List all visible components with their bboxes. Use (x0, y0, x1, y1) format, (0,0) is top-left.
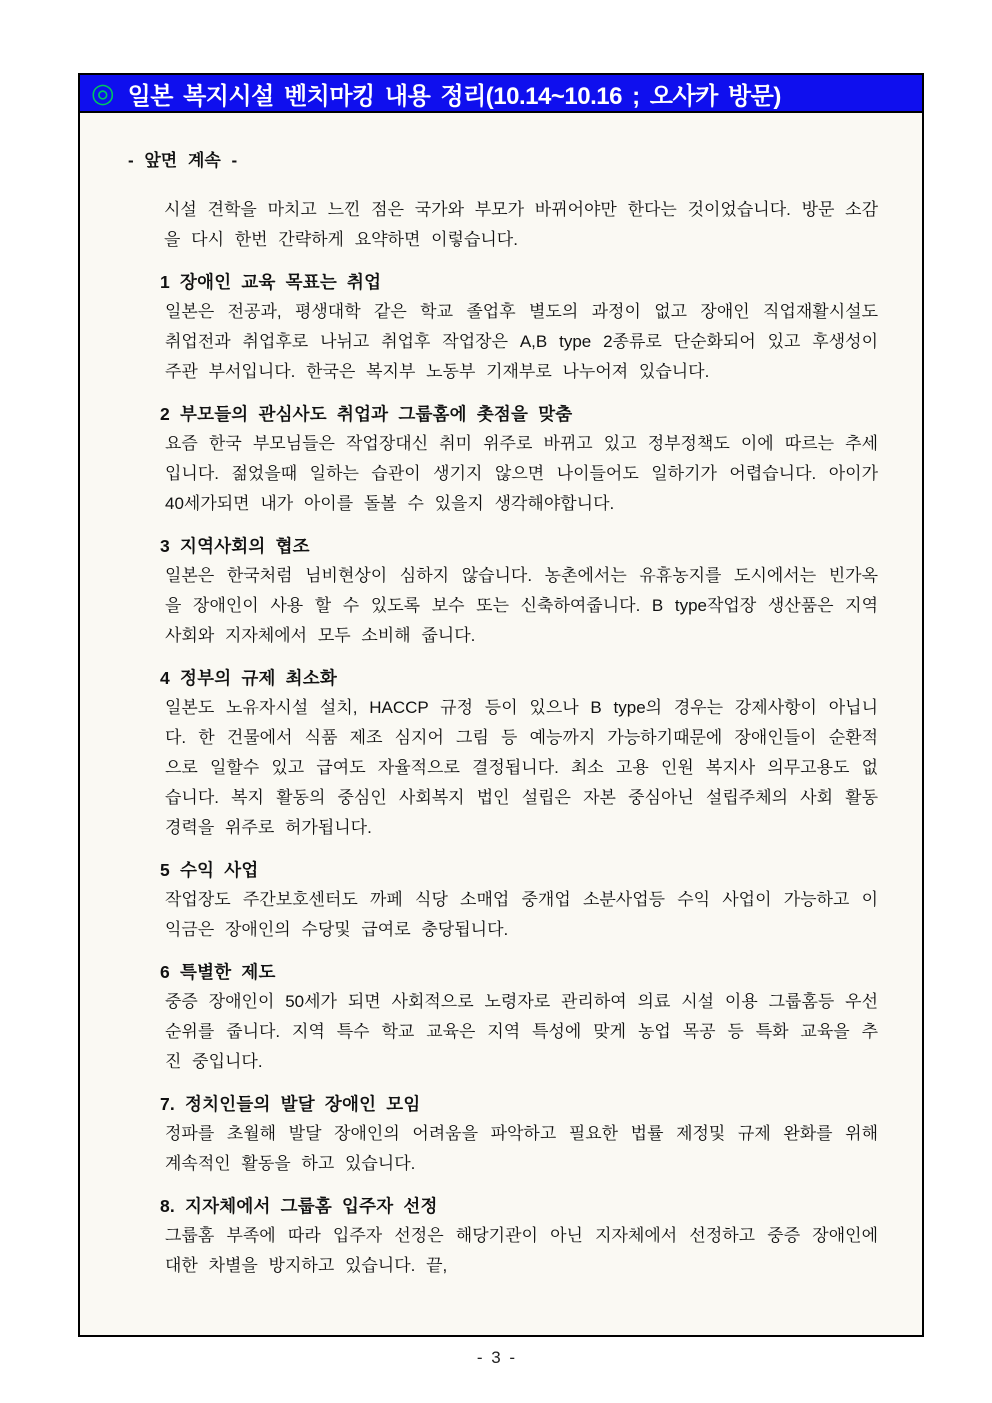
document-section (160, 855, 878, 945)
section-heading: 8. 지자체에서 그룹홈 입주자 선정 (160, 1196, 438, 1216)
section-body: 그룹홈 부족에 따라 입주자 선정은 해당기관이 아닌 지자체에서 선정하고 중증 장애인에 대한 차별을 방지하고 있습니다. 끝, (165, 1226, 878, 1275)
page-number: - 3 - (476, 1348, 516, 1367)
section-body: 정파를 초월해 발달 장애인의 어려움을 파악하고 필요한 법률 제정및 규제 완화를 위해 계속적인 활동을 하고 있습니다. (165, 1124, 878, 1173)
continuation-note: - 앞면 계속 - (128, 151, 238, 170)
document-section (160, 1089, 878, 1179)
sections-container (128, 267, 878, 1281)
document-section (160, 1191, 878, 1281)
document-title: 일본 복지시설 벤치마킹 내용 정리(10.14~10.16 ; 오사카 방문) (127, 82, 781, 110)
document-section (160, 957, 878, 1077)
section-heading: 5 수익 사업 (160, 860, 259, 880)
section-body: 일본은 전공과, 평생대학 같은 학교 졸업후 별도의 과정이 없고 장애인 직업재활시설도 취업전과 취업후로 나뉘고 취업후 작업장은 A,B type 2종류로 단순화되어 있고 후생성이 주관 부서입니다. 한국은 복지부 노동부 기재부로 나누어져 있습니다. (165, 302, 878, 381)
section-body: 중증 장애인이 50세가 되면 사회적으로 노령자로 관리하여 의료 시설 이용 그룹홈등 우선 순위를 줍니다. 지역 특수 학교 교육은 지역 특성에 맞게 농업 목공 등 특화 교육을 추진 중입니다. (165, 992, 878, 1071)
title-banner (80, 75, 922, 113)
document-border-box (78, 73, 924, 1337)
section-body: 일본은 한국처럼 님비현상이 심하지 않습니다. 농촌에서는 유휴농지를 도시에서는 빈가옥을 장애인이 사용 할 수 있도록 보수 또는 신축하여줍니다. B type작업장 생산품은 지역사회와 지자체에서 모두 소비해 줍니다. (165, 566, 878, 645)
section-heading: 7. 정치인들의 발달 장애인 모임 (160, 1094, 421, 1114)
document-section (160, 399, 878, 519)
section-body: 요즘 한국 부모님들은 작업장대신 취미 위주로 바뀌고 있고 정부정책도 이에 따르는 추세입니다. 젊었을때 일하는 습관이 생기지 않으면 나이들어도 일하기가 어렵습니다. 아이가 40세가되면 내가 아이를 돌볼 수 있을지 생각해야합니다. (165, 434, 878, 513)
section-heading: 3 지역사회의 협조 (160, 536, 310, 556)
document-content (80, 113, 922, 1281)
document-section (160, 531, 878, 651)
section-heading: 4 정부의 규제 최소화 (160, 668, 337, 688)
section-heading: 6 특별한 제도 (160, 962, 276, 982)
section-heading: 2 부모들의 관심사도 취업과 그룹홈에 촛점을 맞춤 (160, 404, 573, 424)
document-section (160, 267, 878, 387)
section-body: 일본도 노유자시설 설치, HACCP 규정 등이 있으나 B type의 경우는 강제사항이 아닙니다. 한 건물에서 식품 제조 심지어 그림 등 예능까지 가능하기때문에 장애인들이 순환적으로 일할수 있고 급여도 자율적으로 결정됩니다. 최소 고용 인원 복지사 의무고용도 없습니다. 복지 활동의 중심인 사회복지 법인 설립은 자본 중심아닌 설립주체의 사회 활동 경력을 위주로 허가됩니다. (165, 698, 878, 837)
intro-paragraph: 시설 견학을 마치고 느낀 점은 국가와 부모가 바뀌어야만 한다는 것이었습니다. 방문 소감을 다시 한번 간략하게 요약하면 이렇습니다. (164, 200, 878, 249)
document-section (160, 663, 878, 843)
section-heading: 1 장애인 교육 목표는 취업 (160, 272, 382, 292)
section-body: 작업장도 주간보호센터도 까페 식당 소매업 중개업 소분사업등 수익 사업이 가능하고 이익금은 장애인의 수당및 급여로 충당됩니다. (165, 890, 878, 939)
double-circle-bullet-icon: ◎ (91, 77, 115, 108)
